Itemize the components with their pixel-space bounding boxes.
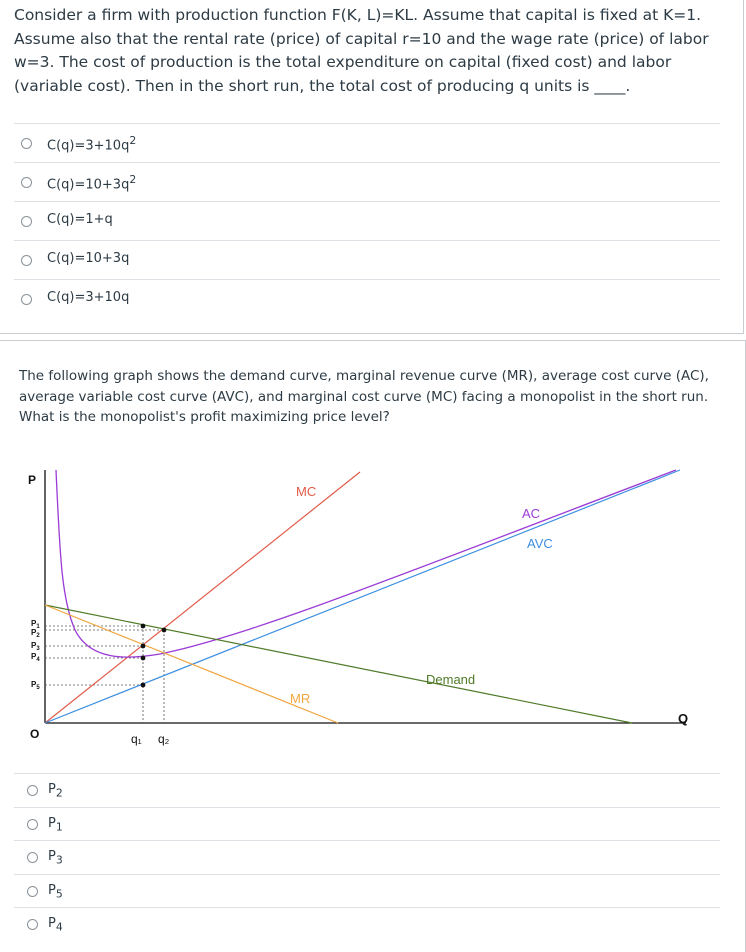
avc-curve <box>45 470 680 723</box>
radio-button[interactable] <box>21 138 32 149</box>
point-p4 <box>141 656 146 661</box>
q1-option-3[interactable] <box>14 201 720 240</box>
radio-button[interactable] <box>21 294 32 305</box>
ac-curve <box>56 470 676 657</box>
p2-label: $P_2$ <box>31 628 40 639</box>
p4-label: $P_4$ <box>31 652 40 663</box>
point-p3 <box>141 644 146 649</box>
option-label: $P_5$ <box>48 882 63 901</box>
y-axis-label: P <box>28 473 37 487</box>
q1-option-2[interactable] <box>14 162 720 201</box>
p3-label: $P_3$ <box>31 641 40 652</box>
q2-option-4[interactable] <box>14 874 720 908</box>
option-label: C(q)=3+10q <box>47 290 130 305</box>
option-label: C(q)=10+3q <box>47 251 130 266</box>
q1-option-4[interactable] <box>14 240 720 279</box>
q2-label: q₂ <box>158 732 170 746</box>
radio-button[interactable] <box>21 177 32 188</box>
option-label: $P_3$ <box>48 849 63 867</box>
radio-button[interactable] <box>21 216 32 227</box>
point-p5 <box>141 683 146 688</box>
question-2-text: The following graph shows the demand curve, marginal revenue curve (MR), average cost curve (AC), average variable cost curve (AVC), and marginal cost curve (MC) facing a monopolist in the short run. What is the monopolist's profit maximizing price level? <box>19 368 709 425</box>
question-2-options <box>14 773 720 941</box>
q2-option-5[interactable] <box>14 907 720 941</box>
ac-label: AC <box>522 506 541 521</box>
origin-label: O <box>30 727 40 741</box>
radio-button[interactable] <box>27 852 38 863</box>
q1-option-5[interactable] <box>14 279 720 318</box>
q2-option-1[interactable] <box>14 773 720 807</box>
p5-label: $P_5$ <box>31 680 40 691</box>
avc-label: AVC <box>527 536 553 551</box>
mc-label: MC <box>296 484 317 499</box>
q1-label: q₁ <box>131 732 142 746</box>
p1-label: $P_1$ <box>31 619 40 630</box>
radio-button[interactable] <box>27 819 38 830</box>
demand-curve <box>45 605 632 723</box>
option-label: $P_1$ <box>48 815 63 834</box>
option-label: $P_4$ <box>48 916 63 934</box>
radio-button[interactable] <box>27 886 38 897</box>
q2-option-3[interactable] <box>14 840 720 874</box>
option-label: $P_2$ <box>48 782 63 800</box>
question-1-options <box>14 123 720 318</box>
x-axis-label: Q <box>678 711 689 726</box>
option-label: $C(q)=10+3q^2$ <box>47 173 137 193</box>
option-label: $C(q)=3+10q^2$ <box>47 134 137 154</box>
q2-option-2[interactable] <box>14 807 720 841</box>
mr-label: MR <box>290 691 311 706</box>
point-p2 <box>162 628 167 633</box>
radio-button[interactable] <box>27 919 38 930</box>
demand-label: Demand <box>426 672 476 687</box>
radio-button[interactable] <box>27 785 38 796</box>
monopoly-graph <box>0 455 746 755</box>
point-p1 <box>141 624 146 629</box>
question-1-text: Consider a firm with production function F(K, L)=KL. Assume that capital is fixed at K=1. Assume also that the rental rate (price) of capital r=10 and the wage rate (price) of labor w=3. The cost of production is the total expenditure on capital (fixed cost) and labor (variable cost). Then in the short run, the total cost of producing q units is ____. <box>14 6 709 95</box>
option-label: C(q)=1+q <box>47 212 113 227</box>
radio-button[interactable] <box>21 255 32 266</box>
price-labels <box>31 619 40 691</box>
mc-curve <box>45 472 360 723</box>
q1-option-1[interactable] <box>14 123 720 162</box>
